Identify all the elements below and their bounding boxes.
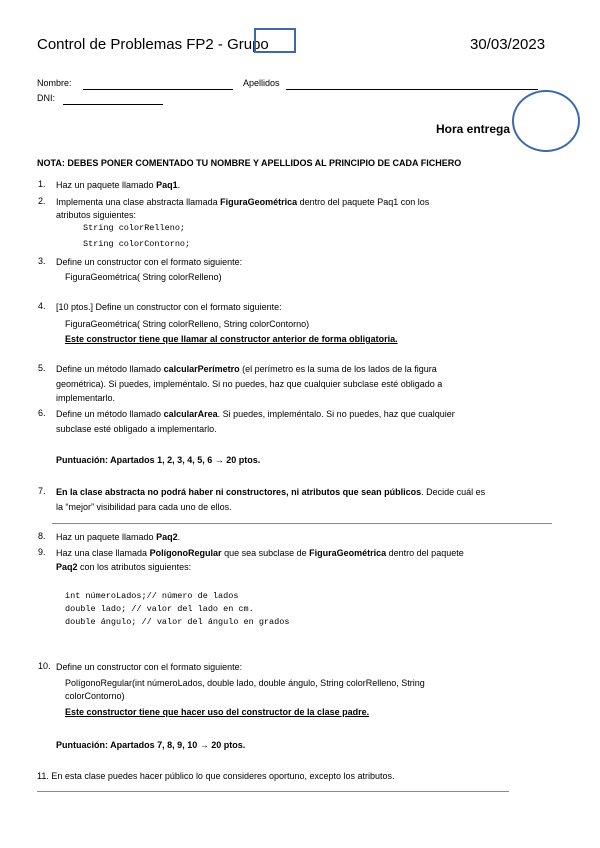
item-9-text: Haz una clase llamada: [56, 548, 150, 558]
puntuacion-2: [56, 739, 245, 751]
item-7-text: En la clase abstracta no podrá haber ni constructores, ni atributos que sean públicos: [56, 487, 422, 497]
item-1-package: Paq1: [156, 180, 178, 190]
item-10-text: Define un constructor con el formato siguiente:: [56, 662, 243, 672]
item-9-code-3: double ángulo; // valor del ángulo en grados: [65, 617, 290, 627]
item-5-method: calcularPerímetro: [163, 364, 240, 374]
document-date: 30/03/2023: [470, 36, 546, 53]
item-1-end: .: [177, 180, 181, 190]
hora-entrega-circle: [512, 90, 580, 152]
item-9-class: PolígonoRegular: [149, 548, 222, 558]
puntuacion-1: [56, 454, 260, 466]
item-4-note: Este constructor tiene que llamar al constructor anterior de forma obligatoria.: [65, 334, 398, 344]
item-2-code-2: String colorContorno;: [83, 239, 191, 249]
item-1-number: 1.: [38, 179, 46, 189]
nombre-blank-line: [83, 89, 233, 90]
item-4-signature: FiguraGeométrica( String colorRelleno, String colorContorno): [65, 319, 310, 329]
item-8-text: Haz un paquete llamado: [56, 532, 157, 542]
item-5-number: 5.: [38, 363, 46, 373]
item-6-number: 6.: [38, 408, 46, 418]
item-8-number: 8.: [38, 531, 46, 541]
item-5-line2: geométrica). Si puedes, impleméntalo. Si no puedes, haz que cualquier subclase esté obligado a: [56, 379, 443, 389]
separator-line-1: [52, 523, 552, 524]
item-2-number: 2.: [38, 196, 46, 206]
nombre-label: Nombre:: [37, 78, 72, 88]
item-9-code-1: int númeroLados;// número de lados: [65, 591, 239, 601]
arrow-icon: →: [199, 740, 209, 750]
item-3-text: Define un constructor con el formato siguiente:: [56, 257, 243, 267]
item-2-code-1: String colorRelleno;: [83, 223, 186, 233]
item-11-text: En esta clase puedes hacer público lo que consideres oportuno, excepto los atributos.: [48, 771, 395, 781]
item-9-code-2: double lado; // valor del lado en cm.: [65, 604, 254, 614]
item-9-text-mid: que sea subclase de: [221, 548, 310, 558]
nota-heading: NOTA: DEBES PONER COMENTADO TU NOMBRE Y APELLIDOS AL PRINCIPIO DE CADA FICHERO: [37, 158, 462, 168]
item-9-package: Paq2: [56, 562, 78, 572]
item-7: [56, 486, 485, 498]
item-2-line2: atributos siguientes:: [56, 210, 137, 220]
item-8: [56, 531, 180, 543]
item-7-number: 7.: [38, 486, 46, 496]
puntuacion-2-score: 20 ptos.: [208, 740, 246, 750]
apellidos-blank-line: [286, 89, 538, 90]
group-box: [254, 28, 296, 53]
item-11-number: 11.: [37, 771, 49, 781]
dni-label: DNI:: [37, 93, 55, 103]
separator-line-2: [37, 791, 509, 792]
item-7-text-end: . Decide cuál es: [421, 487, 486, 497]
item-8-end: .: [177, 532, 181, 542]
item-9-text-end: dentro del paquete: [386, 548, 464, 558]
item-6-method: calcularArea: [163, 409, 218, 419]
item-4-text: [10 ptos.] Define un constructor con el formato siguiente:: [56, 302, 282, 312]
item-10-note: Este constructor tiene que hacer uso del constructor de la clase padre.: [65, 707, 370, 717]
item-9-line2: [56, 561, 191, 573]
item-2-text-end: dentro del paquete Paq1 con los: [297, 197, 430, 207]
apellidos-label: Apellidos: [243, 78, 280, 88]
item-10-signature-2: colorContorno): [65, 691, 125, 701]
hora-entrega-label: Hora entrega: [436, 122, 511, 136]
item-2: [56, 196, 429, 208]
document-title: Control de Problemas FP2 - Grupo: [37, 36, 269, 53]
item-9-number: 9.: [38, 547, 46, 557]
item-3-signature: FiguraGeométrica( String colorRelleno): [65, 272, 222, 282]
puntuacion-1-score: 20 ptos.: [223, 455, 261, 465]
item-11: [37, 770, 395, 782]
item-6-text: Define un método llamado: [56, 409, 164, 419]
item-1-text: Haz un paquete llamado: [56, 180, 157, 190]
item-8-package: Paq2: [156, 532, 178, 542]
item-1: [56, 179, 180, 191]
item-9-parent: FiguraGeométrica: [309, 548, 387, 558]
item-10-signature-1: PolígonoRegular(int númeroLados, double lado, double ángulo, String colorRelleno, String: [65, 678, 425, 688]
item-6-text-end: . Si puedes, impleméntalo. Si no puedes, haz que cualquier: [217, 409, 455, 419]
item-10-number: 10.: [38, 661, 51, 671]
arrow-icon: →: [214, 455, 224, 465]
item-9-line2-text: con los atributos siguientes:: [77, 562, 192, 572]
item-5: [56, 363, 437, 375]
item-2-text: Implementa una clase abstracta llamada: [56, 197, 221, 207]
item-9: [56, 547, 464, 559]
item-6: [56, 408, 455, 420]
item-2-class: FiguraGeométrica: [220, 197, 298, 207]
puntuacion-2-text: Puntuación: Apartados 7, 8, 9, 10: [56, 740, 200, 750]
item-5-text-end: (el perímetro es la suma de los lados de la figura: [239, 364, 437, 374]
item-7-line2: la “mejor” visibilidad para cada uno de ellos.: [56, 502, 232, 512]
item-3-number: 3.: [38, 256, 46, 266]
item-5-line3: implementarlo.: [56, 393, 116, 403]
dni-blank-line: [63, 104, 163, 105]
item-4-number: 4.: [38, 301, 46, 311]
item-5-text: Define un método llamado: [56, 364, 164, 374]
puntuacion-1-text: Puntuación: Apartados 1, 2, 3, 4, 5, 6: [56, 455, 215, 465]
item-6-line2: subclase esté obligado a implementarlo.: [56, 424, 217, 434]
